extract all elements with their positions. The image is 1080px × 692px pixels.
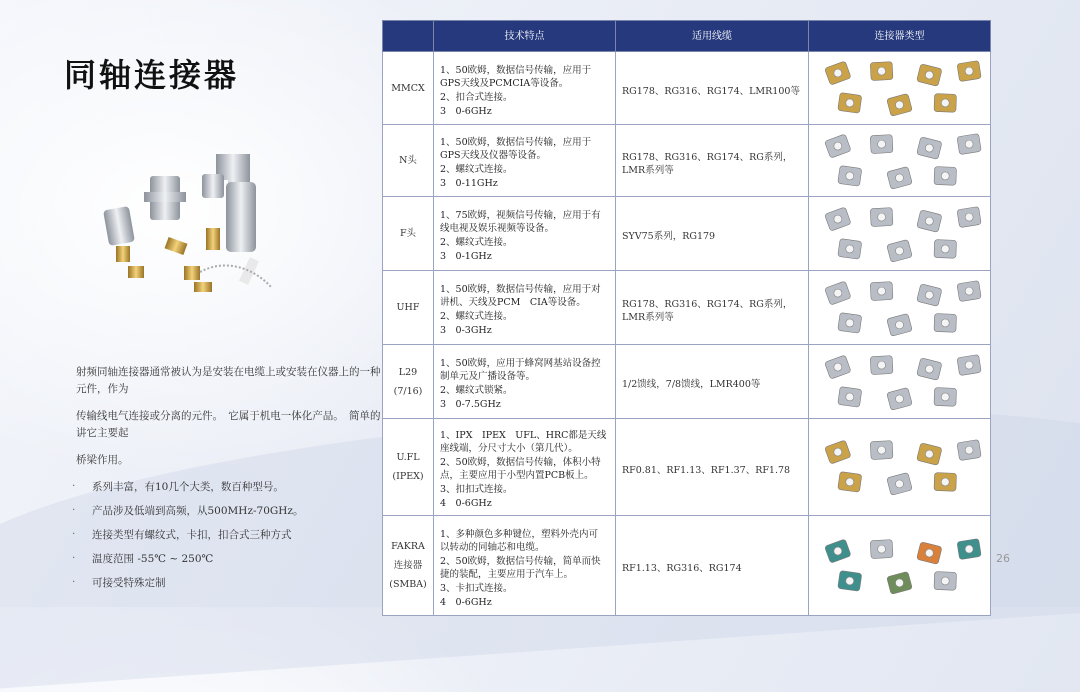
header-connector-types: 连接器类型 — [809, 21, 991, 52]
cables-cell: RG178、RG316、RG174、RG系列，LMR系列等 — [616, 271, 809, 345]
description-paragraph: 桥梁作用。 — [76, 454, 129, 466]
connector-type-label: 连接器 — [393, 560, 423, 571]
connector-type-label: MMCX — [391, 82, 425, 94]
connector-product-photo — [86, 148, 286, 308]
fakra-connectors-icon — [809, 532, 990, 600]
connector-type-cell — [383, 419, 434, 516]
connector-type-label: (7/16) — [393, 385, 423, 397]
table-row — [383, 516, 991, 616]
connector-type-label: (IPEX) — [392, 471, 424, 482]
connector-type-cell — [383, 125, 434, 197]
bullet-item: · 产品涉及低端到高频，从500MHz-70GHz。 — [76, 503, 386, 520]
feature-line: 1、IPX IPEX UFL、HRC都是天线座线端，分尺寸大小（第几代）。 — [440, 430, 607, 454]
feature-line: 3 0-11GHz — [440, 178, 498, 189]
features-cell — [434, 419, 616, 516]
connector-image-cell — [809, 197, 991, 271]
connector-type-label: F头 — [399, 228, 417, 239]
bullet-item: · 连接类型有螺纹式，卡扣，扣合式三种方式 — [76, 527, 386, 544]
feature-line: 3、扣扣式连接。 — [440, 484, 513, 495]
coaxial-connectors-icon — [86, 148, 286, 308]
n-type-connectors-icon — [809, 127, 990, 195]
feature-line: 4 0-6GHz — [440, 498, 492, 509]
connector-spec-table — [382, 20, 991, 616]
description-panel — [76, 364, 386, 599]
uhf-connectors-icon — [809, 274, 990, 342]
connector-type-label: N头 — [399, 155, 417, 166]
connector-type-cell — [383, 345, 434, 419]
header-cables: 适用线缆 — [616, 21, 809, 52]
cables-cell: RG178、RG316、RG174、RG系列，LMR系列等 — [616, 125, 809, 197]
connector-image-cell — [809, 419, 991, 516]
features-cell — [434, 52, 616, 125]
connector-image-cell — [809, 125, 991, 197]
table-row — [383, 271, 991, 345]
bullet-item: · 温度范围 -55℃ ~ 250℃ — [76, 551, 386, 568]
feature-line: 3 0-6GHz — [440, 105, 492, 117]
header-type — [383, 21, 434, 52]
slide-title: 同轴连接器 — [64, 56, 240, 94]
feature-line: 3 0-1GHz — [440, 251, 492, 262]
connector-image-cell — [809, 345, 991, 419]
table-row — [383, 125, 991, 197]
feature-line: 4 0-6GHz — [440, 596, 492, 608]
features-cell — [434, 271, 616, 345]
cables-cell: RF0.81、RF1.13、RF1.37、RF1.78 — [616, 419, 809, 516]
table-row — [383, 419, 991, 516]
features-cell — [434, 516, 616, 616]
feature-line: 2、50欧姆，数据信号传输，体积小特点，主要应用于小型内置PCB板上。 — [440, 457, 601, 481]
table-row — [383, 345, 991, 419]
cables-cell: RF1.13、RG316、RG174 — [616, 516, 809, 616]
bullet-item: · 可接受特殊定制 — [76, 575, 386, 592]
header-features: 技术特点 — [434, 21, 616, 52]
connector-image-cell — [809, 271, 991, 345]
connector-image-cell — [809, 516, 991, 616]
connector-type-cell — [383, 516, 434, 616]
connector-type-label: U.FL — [396, 452, 420, 463]
table-row — [383, 197, 991, 271]
connector-type-label: FAKRA — [391, 541, 425, 552]
connector-type-cell — [383, 52, 434, 125]
table-header-row — [383, 21, 991, 52]
features-cell — [434, 125, 616, 197]
bullet-item: · 系列丰富，有10几个大类，数百种型号。 — [76, 479, 386, 496]
feature-line: 1、50欧姆，应用于蜂窝网基站设备控 制单元及广播设备等。 — [440, 358, 611, 382]
connector-image-cell — [809, 52, 991, 125]
feature-line: 2、螺纹式锁紧。 — [440, 385, 513, 396]
description-paragraph: 射频同轴连接器通常被认为是安装在电缆上或安装在仪器上的一种元件，作为 — [76, 366, 381, 395]
connector-type-cell — [383, 197, 434, 271]
feature-line: 2、50欧姆，数据信号传输，简单而快 捷的装配，主要应用于汽车上。 — [440, 555, 611, 580]
feature-line: 2、螺纹式连接。 — [440, 237, 513, 248]
feature-line: 1、50欧姆，数据信号传输，应用于GPS天线及仪器等设备。 — [440, 137, 592, 161]
features-cell — [434, 197, 616, 271]
connector-type-label: L29 — [398, 366, 418, 378]
feature-line: 1、多种颜色多种键位，塑料外壳内可 以转动的同轴芯和电缆。 — [440, 528, 608, 553]
feature-line: 1、75欧姆，视频信号传输，应用于有 线电视及娱乐视频等设备。 — [440, 210, 611, 234]
connector-type-label: UHF — [396, 302, 420, 313]
page-number: 26 — [996, 552, 1010, 565]
cables-cell: RG178、RG316、RG174、LMR100等 — [616, 52, 809, 125]
cables-cell: 1/2馈线，7/8馈线，LMR400等 — [616, 345, 809, 419]
features-cell — [434, 345, 616, 419]
l29-connectors-icon — [809, 348, 990, 416]
description-paragraph: 传输线电气连接或分离的元件。 它属于机电一体化产品。 简单的讲它主要起 — [76, 410, 381, 439]
connector-type-cell — [383, 271, 434, 345]
feature-line: 2、螺纹式连接。 — [440, 164, 513, 175]
table-row — [383, 52, 991, 125]
cables-cell: SYV75系列，RG179 — [616, 197, 809, 271]
feature-line: 2、螺纹式连接。 — [440, 311, 513, 322]
mmcx-connectors-icon — [809, 54, 990, 122]
feature-line: 2、扣合式连接。 — [440, 91, 513, 103]
connector-type-label: (SMBA) — [389, 579, 427, 590]
feature-line: 3 0-7.5GHz — [440, 399, 501, 410]
ufl-connectors-icon — [809, 433, 990, 501]
feature-bullets — [76, 479, 386, 592]
table-body — [383, 52, 991, 616]
feature-line: 1、50欧姆，数据信号传输，应用于对 讲机、天线及PCM CIA等设备。 — [440, 284, 611, 308]
feature-line: 1、50欧姆，数据信号传输，应用于GPS天线及PCMCIA等设备。 — [440, 64, 592, 89]
feature-line: 3、卡扣式连接。 — [440, 582, 513, 594]
feature-line: 3 0-3GHz — [440, 325, 492, 336]
f-type-connectors-icon — [809, 200, 990, 268]
